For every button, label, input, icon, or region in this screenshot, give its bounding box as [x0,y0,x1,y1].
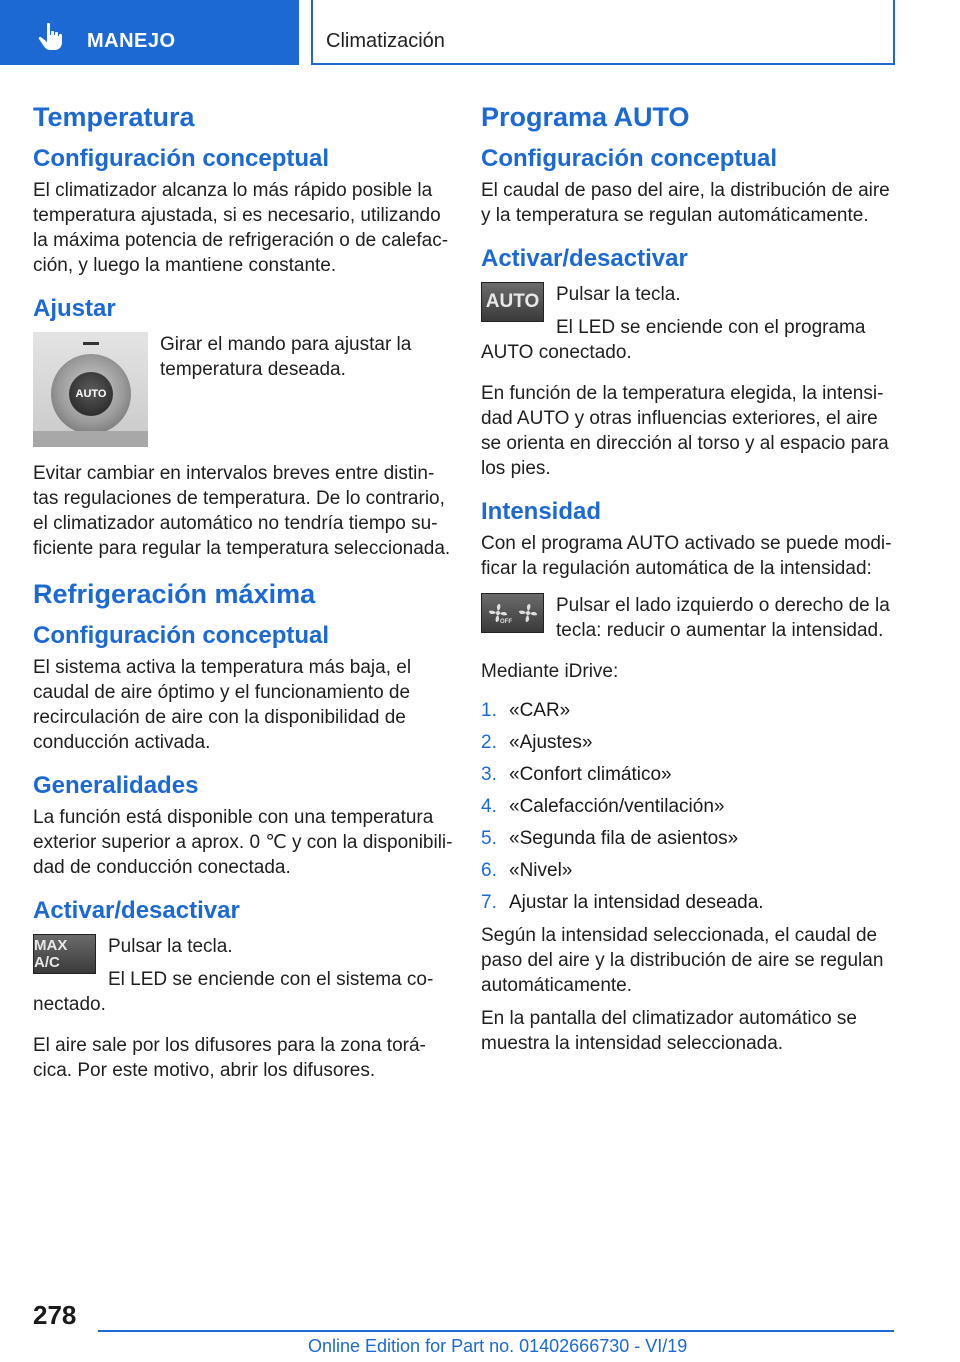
fan-intensity-key-image [481,593,544,633]
paragraph: Girar el mando para ajustar la temperatura deseada. [160,334,412,380]
heading-config-conceptual: Configuración conceptual [33,622,330,649]
fan-icon [517,602,539,624]
paragraph: Mediante iDrive: [481,661,619,682]
header-underline [311,63,895,65]
temperature-knob-image [33,332,148,447]
paragraph: El sistema activa la temperatura más baja, el caudal de aire óptimo y el funcionamiento de recirculación de aire con la disponibilidad de conducción activada. [33,657,412,753]
list-item: 3. «Confort climático» [481,764,672,785]
page-number: 278 [33,1300,77,1330]
knob-auto-label: AUTO [69,372,113,416]
heading-generalidades: Generalidades [33,772,199,799]
paragraph: Con el programa AUTO activado se puede modificar la regulación automática de la intensidad: [481,533,892,579]
heading-config-conceptual: Configuración conceptual [33,145,330,172]
heading-temperatura: Temperatura [33,102,195,132]
heading-ajustar: Ajustar [33,295,116,322]
heading-refrigeracion-maxima: Refrigeración máxima [33,579,316,609]
topic-title: Climatización [326,30,445,52]
paragraph: Pulsar la tecla. [556,284,681,305]
paragraph: En función de la temperatura elegida, la intensidad AUTO y otras influencias exteriores, el aire se orienta en dirección al torso y al espacio para los pies. [481,383,889,479]
max-ac-key-image: MAX A/C [33,934,96,974]
heading-activar-desactivar: Activar/desactivar [33,897,240,924]
list-item: 5. «Segunda fila de asientos» [481,828,739,849]
edition-text: Online Edition for Part no. 01402666730 - VI/19 [308,1336,688,1356]
paragraph: El LED se enciende con el sistema conectado. [33,969,434,1015]
heading-intensidad: Intensidad [481,498,602,525]
list-item: 4. «Calefacción/ventilación» [481,796,725,817]
list-item: 6. «Nivel» [481,860,573,881]
heading-programa-auto: Programa AUTO [481,102,690,132]
paragraph: El aire sale por los difusores para la zona torácica. Por este motivo, abrir los difusores. [33,1035,426,1081]
paragraph: Según la intensidad seleccionada, el caudal de paso del aire y la distribución de aire se regulan automáticamente. [481,925,884,996]
fan-off-icon [487,602,512,625]
heading-config-conceptual: Configuración conceptual [481,145,778,172]
paragraph: Pulsar el lado izquierdo o derecho de la tecla: reducir o aumentar la intensidad. [556,595,890,641]
heading-activar-desactivar: Activar/desactivar [481,245,688,272]
list-item: 1. «CAR» [481,700,571,721]
right-column [481,100,901,1072]
footer-rule [98,1330,894,1332]
list-item: 7. Ajustar la intensidad deseada. [481,892,764,913]
header-divider [311,0,313,65]
paragraph: El climatizador alcanza lo más rápido posible la temperatura ajustada, si es necesario, utilizando la máxima potencia de refrigeración o de calefacción, y luego la mantiene constante. [33,180,449,276]
paragraph: La función está disponible con una temperatura exterior superior a aprox. 0 ℃ y con la disponibilidad de conducción conectada. [33,807,453,878]
fan-off-label: OFF [499,619,512,625]
paragraph: El caudal de paso del aire, la distribución de aire y la temperatura se regulan automáticamente. [481,180,890,226]
section-tab [0,0,299,65]
idrive-steps-list [481,698,901,915]
paragraph: El LED se enciende con el programa AUTO conectado. [481,317,866,363]
list-item: 2. «Ajustes» [481,732,593,753]
section-title: MANEJO [87,30,176,52]
paragraph: Evitar cambiar en intervalos breves entre distintas regulaciones de temperatura. De lo contrario, el climatizador automático no tendría tiempo suficiente para regular la temperatura seleccionada. [33,463,451,559]
paragraph: En la pantalla del climatizador automático se muestra la intensidad seleccionada. [481,1008,857,1054]
hand-pointer-icon [38,22,64,52]
left-column [33,100,453,1099]
paragraph: Pulsar la tecla. [108,936,233,957]
auto-key-image: AUTO [481,282,544,322]
header-divider [893,0,895,65]
